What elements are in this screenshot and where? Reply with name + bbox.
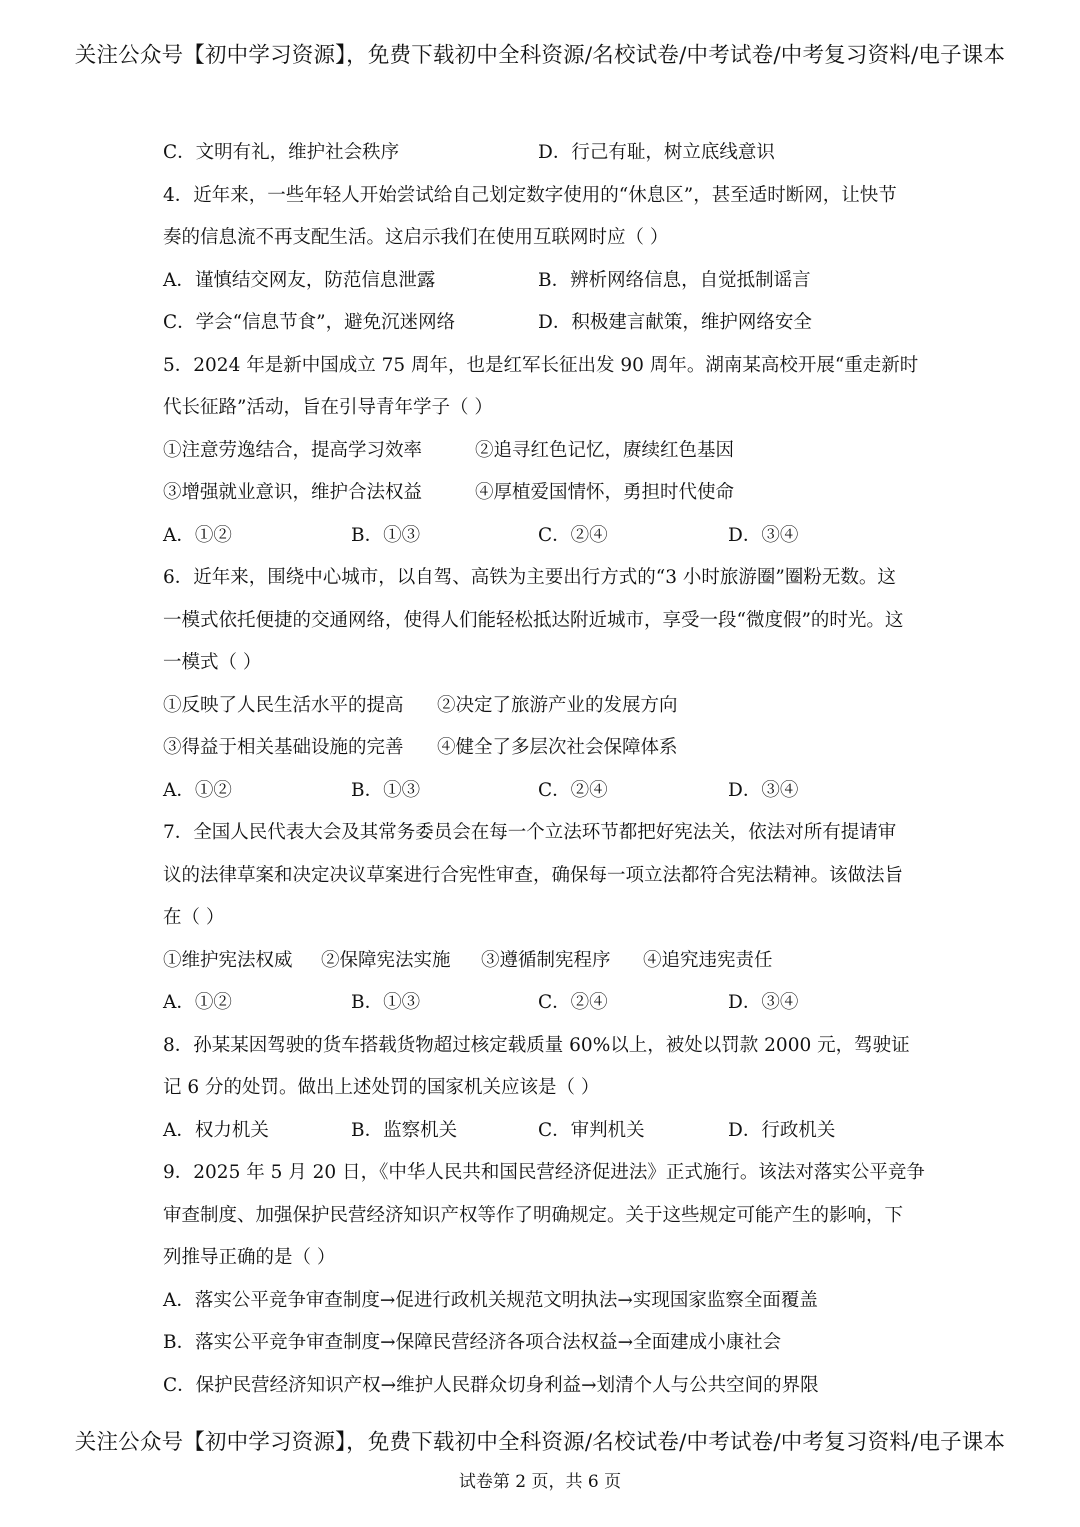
q9-stem-line-1: 9．2025 年 5 月 20 日，《中华人民共和国民营经济促进法》正式施行。该法对落实公平竞争 [163,1162,925,1183]
q6-option-c[interactable]: C．②④ [538,779,608,801]
q6-options-row [163,776,923,819]
q6-option-b[interactable]: B．①③ [351,779,421,801]
q9-option-a[interactable]: A．落实公平竞争审查制度→促进行政机关规范文明执法→实现国家监察全面覆盖 [163,1289,818,1311]
q7-options-row [163,988,923,1031]
q4-option-c[interactable]: C．学会“信息节食”，避免沉迷网络 [163,312,456,333]
q4-option-d[interactable]: D．积极建言献策，维护网络安全 [538,312,812,333]
q9-option-b[interactable]: B．落实公平竞争审查制度→保障民营经济各项合法权益→全面建成小康社会 [163,1332,782,1353]
q4-options-row-2 [163,308,923,351]
q8-options-row [163,1116,923,1159]
q8-option-c[interactable]: C．审判机关 [538,1119,645,1141]
q5-stem-line-1: 5．2024 年是新中国成立 75 周年，也是红军长征出发 90 周年。湖南某高校开展“重走新时 [163,354,919,376]
q7-statements-row [163,946,923,989]
q5-statement-1: ①注意劳逸结合，提高学习效率 [163,439,423,461]
q6-statements-row-2 [163,733,923,776]
q6-statement-4: ④健全了多层次社会保障体系 [437,737,678,758]
q7-option-a[interactable]: A．①② [163,992,232,1013]
q6-statement-1: ①反映了人民生活水平的提高 [163,694,404,716]
q4-stem-line-1: 4．近年来，一些年轻人开始尝试给自己划定数字使用的“休息区”，甚至适时断网，让快节 [163,184,897,206]
q5-statement-3: ③增强就业意识，维护合法权益 [163,482,423,503]
promo-banner-bottom: 关注公众号【初中学习资源】，免费下载初中全科资源/名校试卷/中考试卷/中考复习资料/电子课本 [74,1430,1006,1455]
q5-option-b[interactable]: B．①③ [351,524,421,546]
q6-stem-line-2: 一模式依托便捷的交通网络，使得人们能轻松抵达附近城市，享受一段“微度假”的时光。这 [163,609,904,631]
q4-stem-line-2: 奏的信息流不再支配生活。这启示我们在使用互联网时应（ ） [163,227,669,248]
q9-stem-line-2: 审查制度、加强保护民营经济知识产权等作了明确规定。关于这些规定可能产生的影响，下 [163,1204,904,1226]
q7-option-b[interactable]: B．①③ [351,992,421,1013]
q5-statement-4: ④厚植爱国情怀，勇担时代使命 [475,482,735,503]
q9-option-c[interactable]: C．保护民营经济知识产权→维护人民群众切身利益→划清个人与公共空间的界限 [163,1374,819,1396]
q5-statement-2: ②追寻红色记忆，赓续红色基因 [475,439,735,461]
q5-statements-row-2 [163,478,923,521]
q8-option-d[interactable]: D．行政机关 [728,1119,836,1141]
q3-option-c[interactable]: C．文明有礼，维护社会秩序 [163,142,400,163]
q7-statement-4: ④追究违宪责任 [643,949,773,971]
exam-content [163,138,923,1413]
q4-option-b[interactable]: B．辨析网络信息，自觉抵制谣言 [538,269,811,291]
q6-stem-line-1: 6．近年来，围绕中心城市，以自驾、高铁为主要出行方式的“3 小时旅游圈”圈粉无数。这 [163,567,896,588]
q8-stem-line-1: 8．孙某某因驾驶的货车搭载货物超过核定载质量 60%以上，被处以罚款 2000 元，驾驶证 [163,1034,910,1056]
q7-stem-line-2: 议的法律草案和决定决议草案进行合宪性审查，确保每一项立法都符合宪法精神。该做法旨 [163,864,904,886]
q6-statement-2: ②决定了旅游产业的发展方向 [437,694,678,716]
q5-option-d[interactable]: D．③④ [728,524,799,546]
q7-statement-1: ①维护宪法权威 [163,949,293,971]
q8-option-b[interactable]: B．监察机关 [351,1119,458,1141]
q7-stem-line-3: 在（ ） [163,907,225,928]
q5-stem-line-2: 代长征路”活动，旨在引导青年学子（ ） [163,397,493,418]
q5-option-a[interactable]: A．①② [163,524,232,546]
q9-stem-line-3: 列推导正确的是（ ） [163,1247,336,1268]
q3-options-row [163,138,923,181]
q8-option-a[interactable]: A．权力机关 [163,1119,269,1141]
q6-option-d[interactable]: D．③④ [728,779,799,801]
q6-statements-row-1 [163,691,923,734]
q4-options-row-1 [163,266,923,309]
page-number-footer: 试卷第 2 页，共 6 页 [458,1472,622,1492]
q7-statement-3: ③遵循制宪程序 [481,949,611,971]
q4-option-a[interactable]: A．谨慎结交网友，防范信息泄露 [163,269,436,291]
promo-banner-top: 关注公众号【初中学习资源】，免费下载初中全科资源/名校试卷/中考试卷/中考复习资料/电子课本 [74,43,1006,68]
q6-statement-3: ③得益于相关基础设施的完善 [163,737,404,758]
q7-option-c[interactable]: C．②④ [538,992,608,1013]
q5-option-c[interactable]: C．②④ [538,524,608,546]
q5-statements-row-1 [163,436,923,479]
q3-option-d[interactable]: D．行己有耻，树立底线意识 [538,142,775,163]
q7-statement-2: ②保障宪法实施 [321,949,451,971]
q5-options-row [163,521,923,564]
q7-option-d[interactable]: D．③④ [728,992,799,1013]
q6-stem-line-3: 一模式（ ） [163,652,262,673]
q7-stem-line-1: 7．全国人民代表大会及其常务委员会在每一个立法环节都把好宪法关，依法对所有提请审 [163,822,897,843]
q8-stem-line-2: 记 6 分的处罚。做出上述处罚的国家机关应该是（ ） [163,1077,600,1098]
q6-option-a[interactable]: A．①② [163,779,232,801]
